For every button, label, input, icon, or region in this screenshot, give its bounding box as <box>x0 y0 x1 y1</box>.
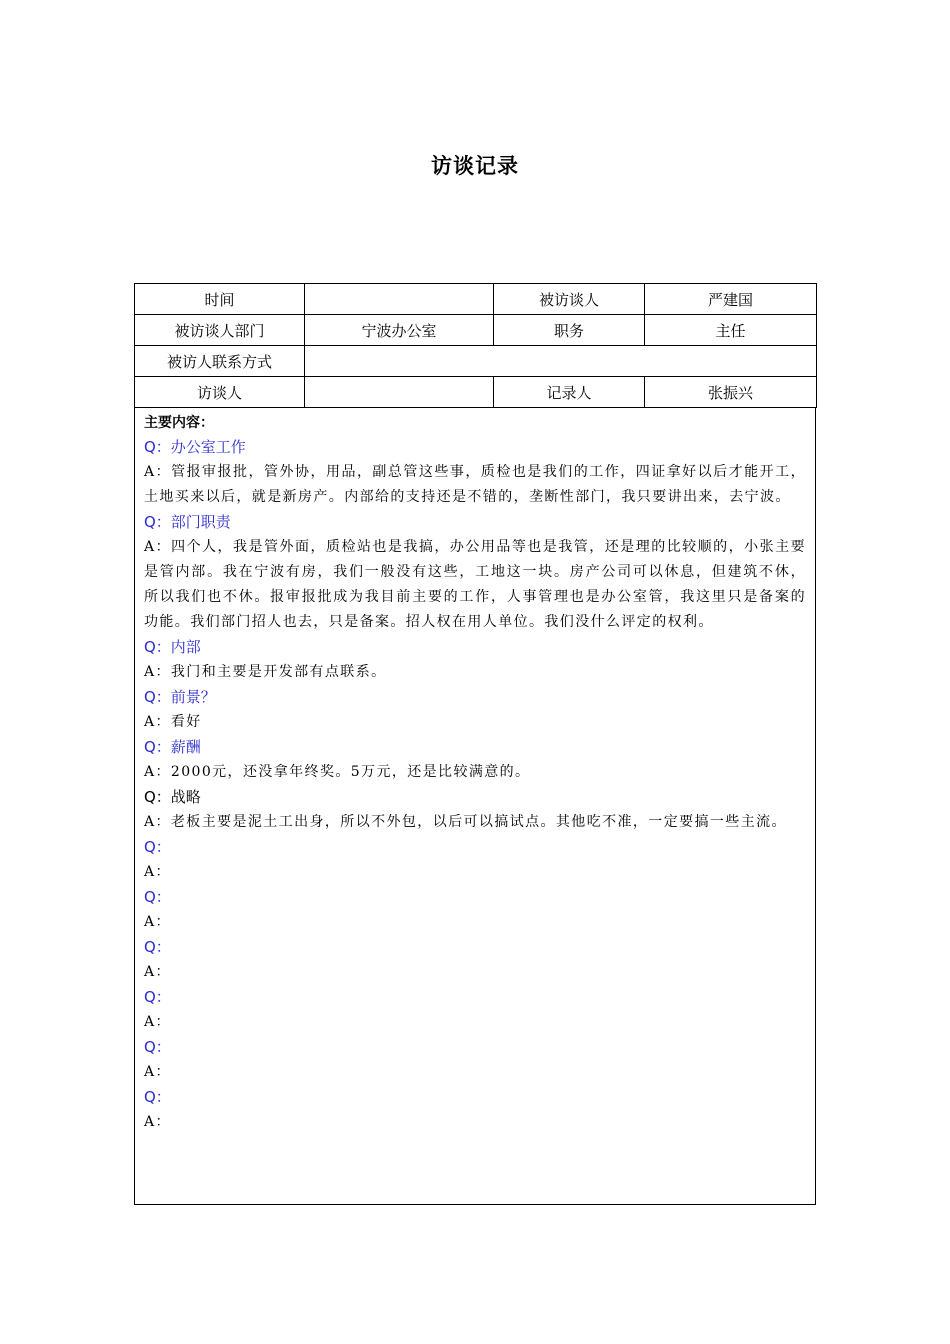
answer-10: A： <box>144 1014 171 1030</box>
info-table <box>134 283 817 408</box>
info-row-contact <box>135 346 817 377</box>
answer-1: A：管报审报批，管外协，用品，副总管这些事，质检也是我们的工作，四证拿好以后才能开工，土地买来以后，就是新房产。内部给的支持还是不错的，垄断性部门，我只要讲出来，去宁波。 <box>144 464 806 505</box>
answer-4: A：看好 <box>144 714 202 730</box>
interviewer-value <box>305 377 494 408</box>
interviewee-label: 被访谈人 <box>494 284 645 315</box>
question-9: Q： <box>144 938 171 956</box>
question-12: Q： <box>144 1088 171 1106</box>
answer-2: A：四个人，我是管外面，质检站也是我搞，办公用品等也是我管，还是理的比较顺的，小张主要是管内部。我在宁波有房，我们一般没有这些，工地这一块。房产公司可以休息，但建筑不休，所以我们也不休。报审报批成为我目前主要的工作，人事管理也是办公室管，我这里只是备案的功能。我们部门招人也去，只是备案。招人权在用人单位。我们没什么评定的权利。 <box>144 539 806 630</box>
answer-12: A： <box>144 1114 171 1130</box>
department-label: 被访谈人部门 <box>135 315 305 346</box>
answer-7: A： <box>144 864 171 880</box>
question-2: Q：部门职责 <box>144 513 231 531</box>
answer-3: A：我门和主要是开发部有点联系。 <box>144 664 387 680</box>
document-title: 访谈记录 <box>431 154 519 178</box>
recorder-label: 记录人 <box>494 377 645 408</box>
answer-6: A：老板主要是泥土工出身，所以不外包，以后可以搞试点。其他吃不准，一定要搞一些主流。 <box>144 814 787 830</box>
contact-label: 被访人联系方式 <box>135 346 305 377</box>
answer-5: A：2000元，还没拿年终奖。5万元，还是比较满意的。 <box>144 764 531 780</box>
question-10: Q： <box>144 988 171 1006</box>
info-row-interviewer <box>135 377 817 408</box>
answer-9: A： <box>144 964 171 980</box>
question-1: Q：办公室工作 <box>144 438 246 456</box>
interviewee-value: 严建国 <box>645 284 817 315</box>
question-6: Q：战略 <box>144 788 201 806</box>
department-value: 宁波办公室 <box>305 315 494 346</box>
question-8: Q： <box>144 888 171 906</box>
position-value: 主任 <box>645 315 817 346</box>
question-5: Q：薪酬 <box>144 738 201 756</box>
info-row-department <box>135 315 817 346</box>
answer-11: A： <box>144 1064 171 1080</box>
position-label: 职务 <box>494 315 645 346</box>
main-content-inner <box>135 407 815 1135</box>
interviewer-label: 访谈人 <box>135 377 305 408</box>
question-7: Q： <box>144 838 171 856</box>
time-value <box>305 284 494 315</box>
content-heading: 主要内容： <box>144 415 214 431</box>
answer-8: A： <box>144 914 171 930</box>
contact-value <box>305 346 817 377</box>
recorder-value: 张振兴 <box>645 377 817 408</box>
question-11: Q： <box>144 1038 171 1056</box>
time-label: 时间 <box>135 284 305 315</box>
question-3: Q：内部 <box>144 638 201 656</box>
main-content-box <box>134 407 816 1205</box>
info-row-time <box>135 284 817 315</box>
question-4: Q：前景？ <box>144 688 216 706</box>
